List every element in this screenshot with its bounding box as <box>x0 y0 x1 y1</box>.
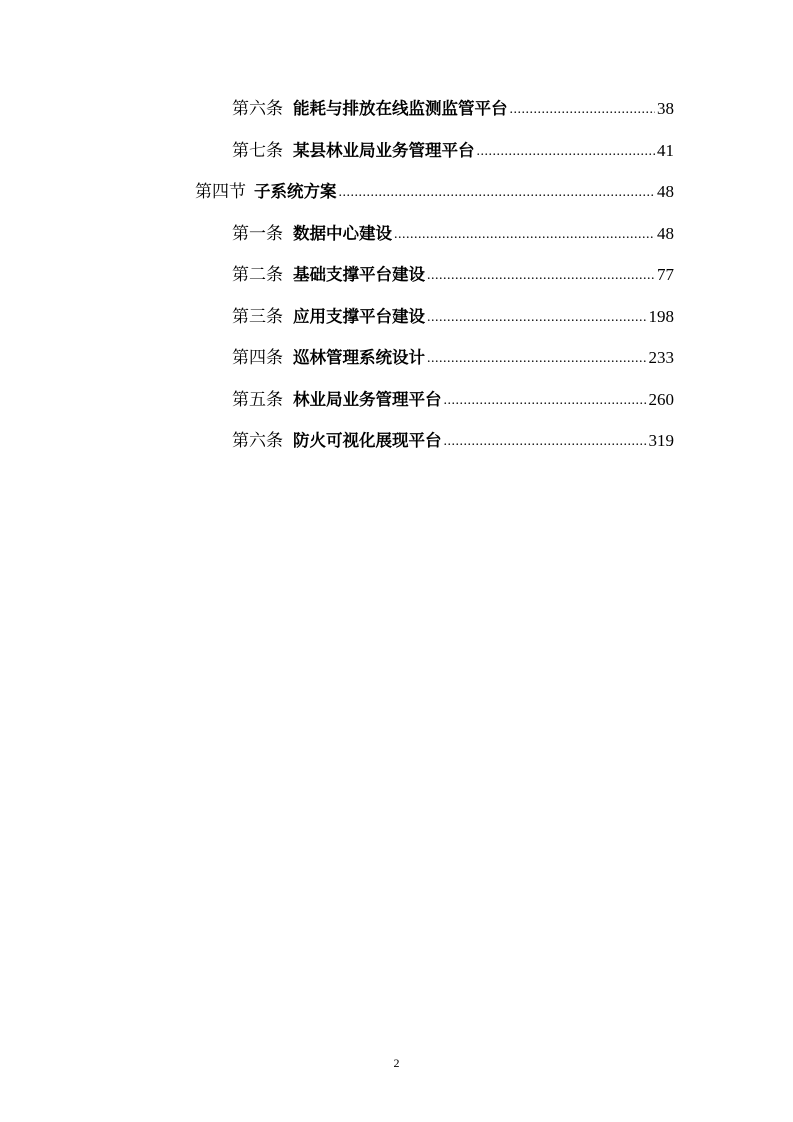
toc-entry-title: 某县林业局业务管理平台 <box>293 141 475 160</box>
toc-entry-label: 第六条 <box>232 431 283 451</box>
toc-entry-label: 第六条 <box>232 99 283 119</box>
toc-entry-page: 48 <box>657 182 674 201</box>
toc-entry-label: 第二条 <box>232 265 283 285</box>
toc-dot-leader <box>477 139 656 165</box>
toc-entry-page: 260 <box>648 390 674 409</box>
toc-entry-title: 能耗与排放在线监测监管平台 <box>293 99 508 118</box>
toc-dot-leader <box>444 429 647 455</box>
toc-entry-title: 子系统方案 <box>254 182 337 201</box>
toc-dot-leader <box>510 97 656 123</box>
toc-entry-title: 巡林管理系统设计 <box>293 348 425 367</box>
toc-dot-leader <box>394 222 655 248</box>
page-number: 2 <box>393 1056 400 1070</box>
toc-entry-label: 第一条 <box>232 224 283 244</box>
toc-entry-page: 198 <box>648 307 674 326</box>
toc-dot-leader <box>427 305 647 331</box>
toc-dot-leader <box>427 263 655 289</box>
toc-entry-title: 应用支撑平台建设 <box>293 307 425 326</box>
toc-entry-label: 第四条 <box>232 348 283 368</box>
toc-entry-label: 第七条 <box>232 141 283 161</box>
toc-entry[interactable] <box>232 96 674 122</box>
toc-entry-page: 77 <box>657 265 674 284</box>
toc-entry-page: 48 <box>657 224 674 243</box>
toc-entry[interactable] <box>232 262 674 288</box>
toc-entry[interactable] <box>232 304 674 330</box>
toc-dot-leader <box>339 180 656 206</box>
toc-entry-title: 林业局业务管理平台 <box>293 390 442 409</box>
toc-entry-page: 38 <box>657 99 674 118</box>
toc-entry[interactable] <box>232 221 674 247</box>
toc-entry-page: 319 <box>648 431 674 450</box>
toc-entry-title: 数据中心建设 <box>293 224 392 243</box>
toc-entry-title: 基础支撑平台建设 <box>293 265 425 284</box>
toc-entry-label: 第五条 <box>232 390 283 410</box>
toc-entry[interactable] <box>232 428 674 454</box>
toc-entry-label: 第三条 <box>232 307 283 327</box>
toc-dot-leader <box>427 346 647 372</box>
toc-dot-leader <box>444 388 647 414</box>
toc-entry[interactable] <box>195 179 674 205</box>
toc-entry-page: 41 <box>657 141 674 160</box>
toc-entry-label: 第四节 <box>195 182 246 202</box>
toc-entry[interactable] <box>232 387 674 413</box>
toc-entry-page: 233 <box>648 348 674 367</box>
toc-entry[interactable] <box>232 138 674 164</box>
toc-entry-title: 防火可视化展现平台 <box>293 431 442 450</box>
toc-entry[interactable] <box>232 345 674 371</box>
